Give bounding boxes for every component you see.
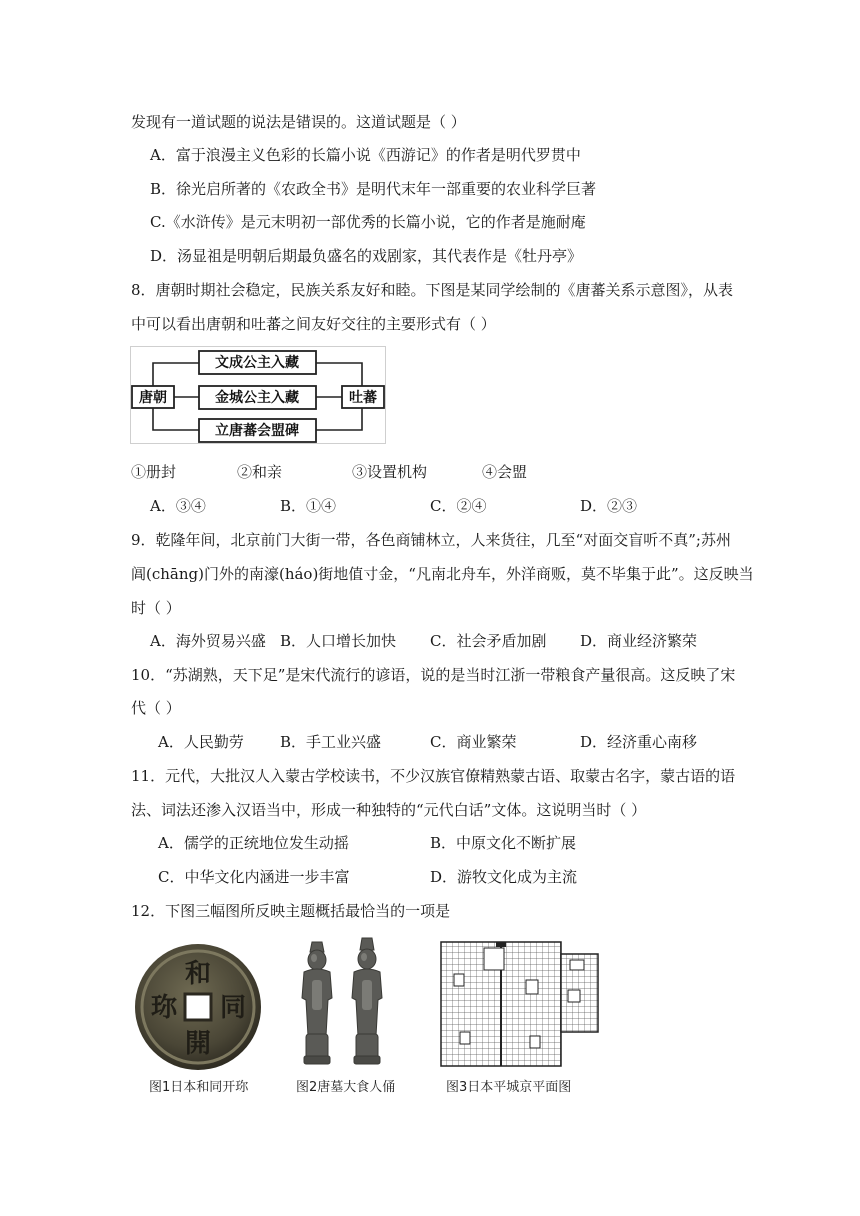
figure-1-caption: 图1日本和同开珎 [149, 1080, 249, 1095]
q8-option-c: C．②④ [430, 497, 487, 515]
tang-tubo-relation-diagram [130, 346, 386, 444]
question-10-stem: 10．“苏湖熟，天下足”是宋代流行的谚语，说的是当时江浙一带粮食产量很高。这反映了宋 [131, 666, 736, 684]
q11-option-a: A．儒学的正统地位发生动摇 [158, 834, 349, 852]
q10-option-a: A．人民勤劳 [158, 733, 244, 751]
q11-option-b: B．中原文化不断扩展 [430, 834, 577, 852]
middle-label-3: 立唐蕃会盟碑 [215, 423, 299, 439]
question-12-stem: 12．下图三幅图所反映主题概括最恰当的一项是 [131, 902, 451, 920]
q11-option-c: C．中华文化内涵进一步丰富 [158, 868, 350, 886]
figure-3-caption: 图3日本平城京平面图 [446, 1080, 572, 1095]
coin-char-bottom: 開 [184, 1029, 212, 1059]
q10-option-c: C．商业繁荣 [430, 733, 517, 751]
coin-char-right: 同 [219, 993, 247, 1023]
coin-char-left: 珎 [150, 993, 178, 1023]
arab-figurines-image [292, 936, 394, 1072]
tubo-label: 吐蕃 [349, 390, 377, 406]
q7-option-c: C.《水浒传》是元末明初一部优秀的长篇小说，它的作者是施耐庵 [150, 213, 586, 231]
question-11-stem-cont: 法、词法还渗入汉语当中，形成一种独特的“元代白话”文体。这说明当时（ ） [131, 801, 647, 819]
q9-option-b: B．人口增长加快 [280, 632, 397, 650]
q9-option-a: A．海外贸易兴盛 [150, 632, 266, 650]
q10-option-d: D．经济重心南移 [580, 733, 698, 751]
q8-option-d: D．②③ [580, 497, 638, 515]
heijokyo-plan-image [440, 940, 605, 1070]
coin-char-top: 和 [184, 959, 212, 989]
q10-option-b: B．手工业兴盛 [280, 733, 382, 751]
q8-item-1: ①册封 [131, 463, 177, 481]
q7-option-d: D．汤显祖是明朝后期最负盛名的戏剧家，其代表作是《牡丹亭》 [150, 247, 583, 265]
middle-label-1: 文成公主入藏 [215, 355, 299, 371]
q8-option-a: A．③④ [150, 497, 206, 515]
middle-label-2: 金城公主入藏 [215, 390, 299, 406]
q11-option-d: D．游牧文化成为主流 [430, 868, 578, 886]
q8-item-3: ③设置机构 [352, 463, 428, 481]
q7-option-b: B．徐光启所著的《农政全书》是明代末年一部重要的农业科学巨著 [150, 180, 597, 198]
question-9-stem: 9．乾隆年间，北京前门大街一带，各色商铺林立，人来货往，几至“对面交盲听不真”;苏州 [131, 531, 731, 549]
tang-label: 唐朝 [139, 390, 167, 406]
question-9-stem-end: 时（ ） [131, 599, 181, 617]
question-11-stem: 11．元代，大批汉人入蒙古学校读书，不少汉族官僚精熟蒙古语、取蒙古名字，蒙古语的语 [131, 767, 736, 785]
question-9-stem-cont: 阊(chāng)门外的南濠(háo)街地值寸金，“凡南北舟车，外洋商贩，莫不毕集于此”。这反映当 [131, 565, 754, 583]
q8-item-2: ②和亲 [237, 463, 283, 481]
question-10-stem-end: 代（ ） [131, 699, 181, 717]
question-8-stem-cont: 中可以看出唐朝和吐蕃之间友好交往的主要形式有（ ） [131, 315, 496, 333]
q9-option-c: C．社会矛盾加剧 [430, 632, 547, 650]
wadokaichin-coin-image [132, 942, 265, 1072]
q8-item-4: ④会盟 [482, 463, 528, 481]
question-8-stem: 8．唐朝时期社会稳定，民族关系友好和睦。下图是某同学绘制的《唐蕃关系示意图》，从表 [131, 281, 734, 299]
question-7-stem-end: 发现有一道试题的说法是错误的。这道试题是（ ） [131, 113, 466, 131]
figure-2-caption: 图2唐墓大食人俑 [296, 1080, 396, 1095]
q9-option-d: D．商业经济繁荣 [580, 632, 698, 650]
q7-option-a: A．富于浪漫主义色彩的长篇小说《西游记》的作者是明代罗贯中 [150, 146, 581, 164]
q8-option-b: B．①④ [280, 497, 337, 515]
